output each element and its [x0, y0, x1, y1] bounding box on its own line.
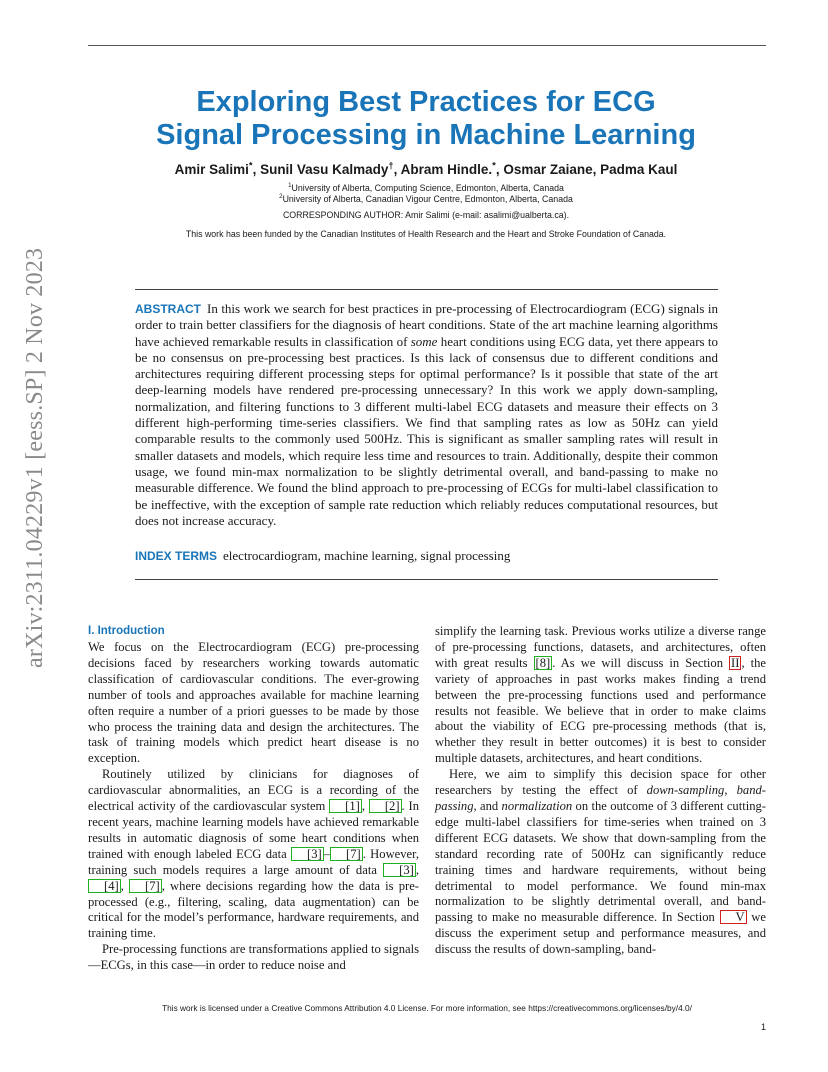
- left-column: [88, 624, 419, 974]
- affiliations: [90, 183, 762, 205]
- citation-3b[interactable]: [3]: [383, 863, 416, 877]
- citation-8[interactable]: [8]: [535, 655, 551, 670]
- rp1-text-a: simplify the learning task. Previous works utilize a diverse range of pre-processing functions, datasets, and architectures, often with great results: [435, 624, 766, 670]
- corresponding-author: CORRESPONDING AUTHOR: Amir Salimi (e-mail: asalimi@ualberta.ca).: [282, 210, 570, 220]
- abstract-bottom-rule: [135, 579, 718, 580]
- title-line-1: Exploring Best Practices for ECG: [196, 86, 656, 118]
- author-list: [90, 162, 762, 177]
- rp2-text-d: on the outcome of 3 different cutting-edge multi-label classifiers for time-series when trained on 3 different ECG datasets. We show that down-sampling from the standard recording rate of 500Hz can significantly reduce training times and hardware requirements, without being detrimental to model performance. We found min-max normalization to be slightly detrimental overall, and band-passing to make no measurable difference. In Section: [435, 798, 766, 925]
- abstract-top-rule: [135, 289, 718, 290]
- section-link-2[interactable]: II: [731, 655, 740, 670]
- header-rule: [88, 45, 766, 46]
- page-number: 1: [760, 1022, 766, 1032]
- citation-1[interactable]: [1]: [329, 799, 362, 813]
- index-terms-label: INDEX TERMS: [135, 549, 218, 563]
- right-paragraph-1: [435, 624, 766, 767]
- author-1-mark: *: [248, 160, 253, 172]
- index-terms: [135, 548, 718, 564]
- right-column: [435, 624, 766, 958]
- abstract-text-2: heart conditions using ECG data, yet there appears to be no consensus on pre-processing best practices. Is this lack of consensus due to different conditions and architectures requiring different processing steps for optimal performance? Is it possible that state of the art deep-learning models have rendered pre-processing unnecessary? In this work we apply down-sampling, normalization, and filtering functions to 3 different multi-label ECG datasets and measure their effects on 3 different high-performing time-series classifiers. We find that sampling rates as low as 50Hz can yield comparable results to the commonly used 500Hz. This is significant as smaller sampling rates will result in smaller datasets and models, which require less time and resources to train. Additionally, despite their common usage, we found min-max normalization to be slightly detrimental overall, and band-passing to make no measurable difference. We found the blind approach to pre-processing of ECGs for multi-label classification to be ineffective, with the exception of sample rate reduction which reliably reduces computational resources, but does not increase accuracy.: [135, 333, 718, 528]
- abstract-emphasis: some: [410, 333, 438, 349]
- affiliation-1-text: University of Alberta, Computing Science, Edmonton, Alberta, Canada: [291, 183, 564, 193]
- affiliation-2: [90, 194, 762, 205]
- abstract-label: ABSTRACT: [135, 302, 201, 316]
- rp2-text-b: ,: [724, 783, 728, 798]
- paper-title: [90, 86, 762, 152]
- affiliation-1-num: 1: [288, 182, 292, 190]
- intro-paragraph-3: Pre-processing functions are transformations applied to signals—ECGs, in this case—in order to reduce noise and: [88, 942, 419, 973]
- p2-text-a: Routinely utilized by clinicians for diagnoses of cardiovascular abnormalities, an ECG is a recording of the electrical activity of the cardiovascular system: [88, 767, 419, 814]
- section-link-5[interactable]: V: [720, 910, 747, 924]
- arxiv-identifier[interactable]: arXiv:2311.04229v1 [eess.SP] 2 Nov 2023: [22, 247, 48, 668]
- license-footer: This work is licensed under a Creative Commons Attribution 4.0 License. For more information, see https://creativecommons.org/licenses/by/4.0/: [162, 1003, 692, 1013]
- author-3-mark: *: [492, 160, 496, 172]
- citation-7[interactable]: [7]: [330, 847, 363, 861]
- citation-7b[interactable]: [7]: [129, 879, 162, 893]
- author-2: , Sunil Vasu Kalmady: [252, 162, 389, 177]
- rp1-text-b: . As we will discuss in Section: [552, 655, 724, 670]
- funding-note: This work has been funded by the Canadian Institutes of Health Research and the Heart and Stroke Foundation of Canada.: [185, 229, 667, 239]
- index-terms-text: electrocardiogram, machine learning, signal processing: [223, 548, 511, 563]
- author-2-mark: †: [388, 160, 394, 172]
- arxiv-watermark: [20, 247, 50, 668]
- p2-text-d: , where decisions regarding how the data is pre-processed (e.g., filtering, scaling, data augmentation) can be critical for the model’s performance, hardware requirements, and training time.: [88, 878, 419, 941]
- rp2-text-e: we discuss the experiment setup and performance measures, and discuss the results of down-sampling, band-: [435, 910, 766, 957]
- citation-4[interactable]: [4]: [88, 879, 121, 893]
- emph-band-passing: band-passing: [435, 783, 766, 813]
- affiliation-2-num: 2: [279, 193, 283, 201]
- author-1: Amir Salimi: [174, 162, 249, 177]
- citation-3[interactable]: [3]: [291, 847, 324, 861]
- abstract: [135, 301, 718, 529]
- citation-2[interactable]: [2]: [369, 799, 402, 813]
- author-3: , Abram Hindle.: [393, 162, 493, 177]
- intro-paragraph-1: We focus on the Electrocardiogram (ECG) pre-processing decisions faced by researchers working towards automatic classification of cardiovascular conditions. The ever-growing number of tools and approaches available for machine learning often require a number of a priori guesses to be made by those who process the training data and design the architectures. The task of training models which predict heart disease is no exception.: [88, 640, 419, 766]
- p2-text-b: . In recent years, machine learning models have achieved remarkable results in automatic diagnosis of some heart conditions when trained with enough labeled ECG data: [88, 799, 419, 861]
- rp2-text-c: , and: [473, 798, 499, 813]
- rp2-text-a: Here, we aim to simplify this decision space for other researchers by testing the effect of: [435, 767, 766, 798]
- abstract-text-1: In this work we search for best practices in pre-processing of Electrocardiogram (ECG) signals in order to train better classifiers for the diagnosis of heart conditions. State of the art machine learning algorithms have achieved remarkable results in classification of: [135, 301, 718, 349]
- section-heading: I. Introduction: [88, 625, 165, 637]
- citation-range-dash: –: [323, 846, 330, 861]
- p2-text-c: . However, training such models requires a large amount of data: [88, 846, 419, 877]
- affiliation-2-text: University of Alberta, Canadian Vigour Centre, Edmonton, Alberta, Canada: [282, 194, 573, 204]
- intro-paragraph-2: Routinely utilized by clinicians for diagnoses of cardiovascular abnormalities, an ECG is a recording of the electrical activity of the cardiovascular system [1] , [2] . In recent years, machine learning models have achieved remarkable results in automatic diagnosis of some heart conditions when trained with enough labeled ECG data [3] – [7] . However, training such models requires a large amount of data [3] , [4] , [7] , where decisions regarding how the data is pre-processed (e.g., filtering, scaling, data augmentation) can be critical for the model’s performance, hardware requirements, and training time.: [88, 767, 419, 941]
- right-paragraph-2: [435, 767, 766, 958]
- title-line-2: Signal Processing in Machine Learning: [156, 119, 696, 151]
- author-rest: , Osmar Zaiane, Padma Kaul: [495, 162, 678, 177]
- affiliation-1: [90, 183, 762, 194]
- emph-down-sampling: down-sampling: [646, 783, 725, 798]
- emph-normalization: normalization: [501, 798, 573, 813]
- rp1-text-c: , the variety of approaches in past works makes finding a trend between the pre-processing functions used and performance results not feasible. We believe that in order to make claims about the viability of ECG pre-processing methods (that is, whether they result in better outcomes) it is best to consider multiple datasets, architectures, and heart conditions.: [435, 655, 766, 766]
